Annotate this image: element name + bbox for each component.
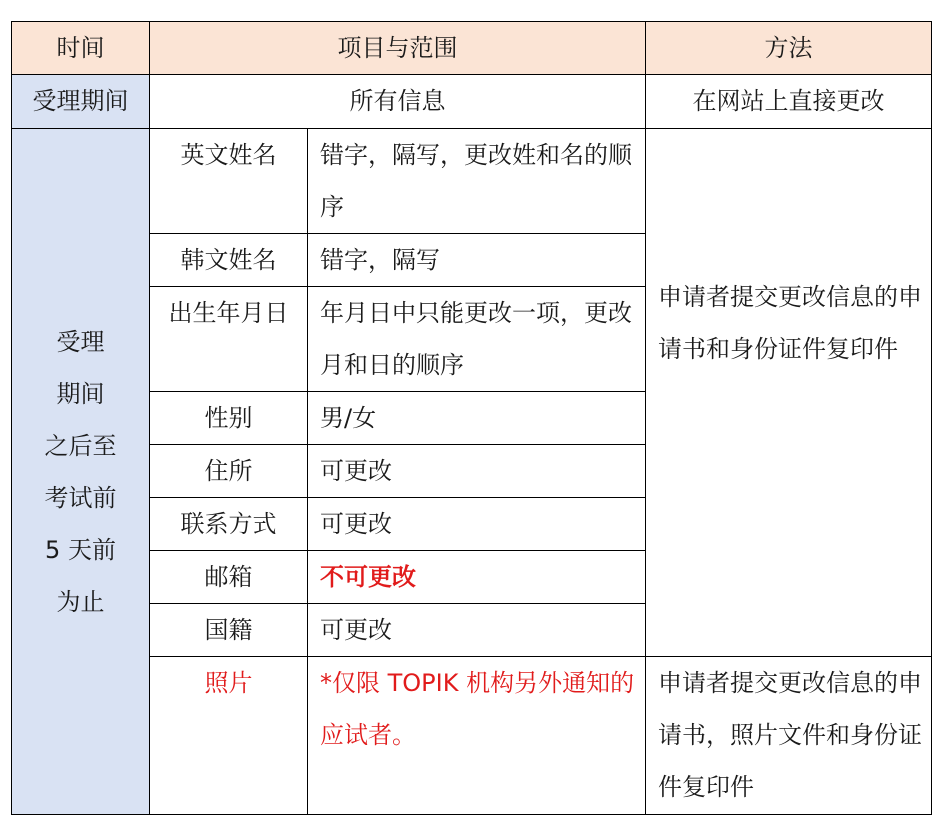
item-scope: 可更改	[308, 604, 646, 657]
header-row	[12, 22, 932, 75]
time-line: 5 天前	[45, 535, 116, 564]
header-item-scope: 项目与范围	[150, 22, 646, 75]
item-scope: 男/女	[308, 392, 646, 445]
after-period-time	[12, 129, 150, 815]
reception-row	[12, 75, 932, 129]
time-line: 受理	[56, 327, 105, 356]
time-line: 之后至	[44, 431, 117, 460]
change-info-table	[11, 21, 932, 815]
item-scope: 可更改	[308, 498, 646, 551]
item-name: 国籍	[150, 604, 308, 657]
method-general	[646, 129, 932, 657]
item-name: 邮箱	[150, 551, 308, 604]
reception-item: 所有信息	[150, 75, 646, 129]
reception-method: 在网站上直接更改	[646, 75, 932, 129]
method-general-text: 申请者提交更改信息的申请书和身份证件复印件	[658, 282, 922, 363]
item-name: 出生年月日	[150, 287, 308, 392]
time-line: 考试前	[44, 483, 117, 512]
item-name: 韩文姓名	[150, 234, 308, 287]
item-name: 联系方式	[150, 498, 308, 551]
item-scope: 错字，隔写，更改姓和名的顺序	[308, 129, 646, 234]
header-method: 方法	[646, 22, 932, 75]
item-scope: 错字，隔写	[308, 234, 646, 287]
table-row	[12, 657, 932, 815]
item-name-photo: 照片	[150, 657, 308, 815]
time-line: 为止	[56, 587, 105, 616]
reception-time: 受理期间	[12, 75, 150, 129]
header-time: 时间	[12, 22, 150, 75]
item-name: 英文姓名	[150, 129, 308, 234]
table-row	[12, 129, 932, 234]
item-scope: 可更改	[308, 445, 646, 498]
item-scope-not-changeable: 不可更改	[308, 551, 646, 604]
item-scope-photo: *仅限 TOPIK 机构另外通知的应试者。	[308, 657, 646, 815]
item-name: 性别	[150, 392, 308, 445]
method-photo: 申请者提交更改信息的申请书，照片文件和身份证件复印件	[646, 657, 932, 815]
item-scope: 年月日中只能更改一项，更改月和日的顺序	[308, 287, 646, 392]
time-line: 期间	[56, 379, 105, 408]
item-name: 住所	[150, 445, 308, 498]
